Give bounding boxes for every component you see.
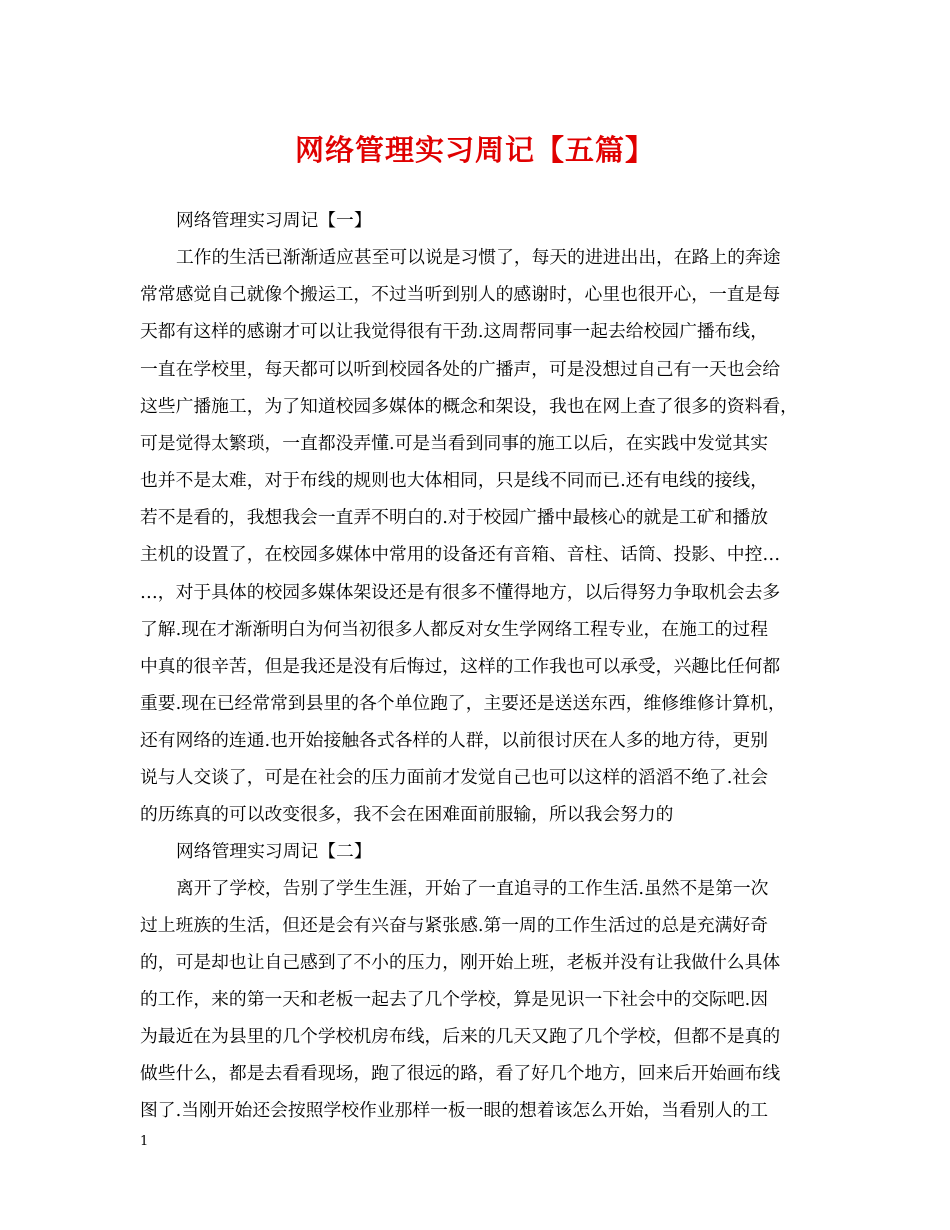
paragraph-line: 重要.现在已经常常到县里的各个单位跑了，主要还是送送东西，维修维修计算机， — [140, 693, 786, 714]
document-title: 网络管理实习周记【五篇】 — [294, 133, 655, 167]
paragraph-line: 做些什么，都是去看看现场，跑了很远的路，看了好几个地方，回来后开始画布线 — [140, 1063, 781, 1084]
paragraph-line: 的历练真的可以改变很多，我不会在困难面前服输，所以我会努力的 — [140, 804, 674, 825]
paragraph-line: 可是觉得太繁琐，一直都没弄懂.可是当看到同事的施工以后，在实践中发觉其实 — [140, 433, 768, 454]
paragraph-line: 中真的很辛苦，但是我还是没有后悔过，这样的工作我也可以承受，兴趣比任何都 — [140, 656, 781, 677]
section-heading: 网络管理实习周记【二】 — [176, 841, 372, 862]
paragraph-line: 工作的生活已渐渐适应甚至可以说是习惯了，每天的进进出出，在路上的奔途 — [176, 247, 781, 268]
paragraph-line: 主机的设置了，在校园多媒体中常用的设备还有音箱、音柱、话筒、投影、中控… — [140, 544, 781, 565]
paragraph-line: 也并不是太难，对于布线的规则也大体相同，只是线不同而已.还有电线的接线， — [140, 470, 768, 491]
paragraph-line: 天都有这样的感谢才可以让我觉得很有干劲.这周帮同事一起去给校园广播布线， — [140, 321, 768, 342]
paragraph-line: …，对于具体的校园多媒体架设还是有很多不懂得地方，以后得努力争取机会去多 — [140, 582, 781, 603]
paragraph-line: 一直在学校里，每天都可以听到校园各处的广播声，可是没想过自己有一天也会给 — [140, 359, 781, 380]
paragraph-line: 这些广播施工，为了知道校园多媒体的概念和架设，我也在网上查了很多的资料看， — [140, 396, 798, 417]
paragraph-line: 的工作，来的第一天和老板一起去了几个学校，算是见识一下社会中的交际吧.因 — [140, 989, 768, 1010]
paragraph-line: 还有网络的连通.也开始接触各式各样的人群，以前很讨厌在人多的地方待，更别 — [140, 730, 768, 751]
paragraph-line: 若不是看的，我想我会一直弄不明白的.对于校园广播中最核心的就是工矿和播放 — [140, 507, 768, 528]
paragraph-line: 了解.现在才渐渐明白为何当初很多人都反对女生学网络工程专业，在施工的过程 — [140, 619, 768, 640]
paragraph-line: 为最近在为县里的几个学校机房布线，后来的几天又跑了几个学校，但都不是真的 — [140, 1026, 781, 1047]
paragraph-line: 常常感觉自己就像个搬运工，不过当听到别人的感谢时，心里也很开心，一直是每 — [140, 284, 781, 305]
section-heading: 网络管理实习周记【一】 — [176, 210, 372, 231]
paragraph-line: 图了.当刚开始还会按照学校作业那样一板一眼的想着该怎么开始，当看别人的工 — [140, 1100, 768, 1121]
paragraph-line: 离开了学校，告别了学生生涯，开始了一直追寻的工作生活.虽然不是第一次 — [176, 878, 769, 899]
paragraph-line: 说与人交谈了，可是在社会的压力面前才发觉自己也可以这样的滔滔不绝了.社会 — [140, 767, 768, 788]
paragraph-line: 过上班族的生活，但还是会有兴奋与紧张感.第一周的工作生活过的总是充满好奇 — [140, 915, 768, 936]
paragraph-line: 的，可是却也让自己感到了不小的压力，刚开始上班，老板并没有让我做什么具体 — [140, 952, 781, 973]
page-number: 1 — [140, 1134, 149, 1149]
